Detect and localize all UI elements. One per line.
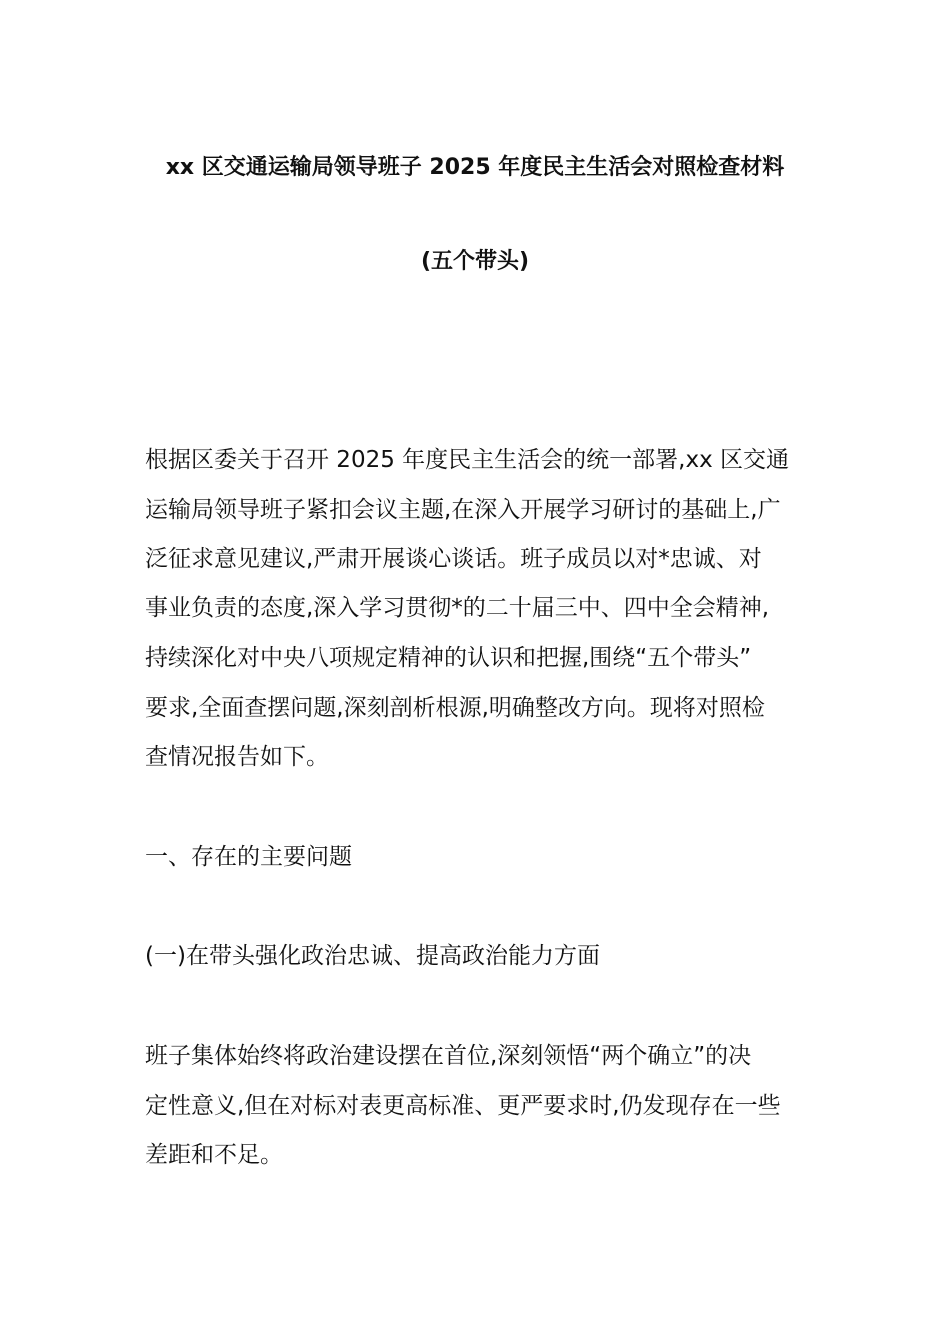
paragraph-line: 事业负责的态度,深入学习贯彻*的二十届三中、四中全会精神,: [145, 595, 770, 621]
paragraph-line: 定性意义,但在对标对表更高标准、更严要求时,仍发现存在一些: [145, 1093, 781, 1119]
paragraph-line: 查情况报告如下。: [145, 744, 329, 770]
paragraph-line: 运输局领导班子紧扣会议主题,在深入开展学习研讨的基础上,广: [145, 497, 781, 523]
paragraph-line: 班子集体始终将政治建设摆在首位,深刻领悟“两个确立”的决: [145, 1043, 752, 1069]
paragraph-line: 持续深化对中央八项规定精神的认识和把握,围绕“五个带头”: [145, 645, 752, 671]
paragraph-line: 泛征求意见建议,严肃开展谈心谈话。班子成员以对*忠诚、对: [145, 546, 762, 572]
subsection-heading: (一)在带头强化政治忠诚、提高政治能力方面: [145, 943, 600, 969]
document-subtitle: (五个带头): [420, 249, 530, 274]
document-title: xx 区交通运输局领导班子 2025 年度民主生活会对照检查材料: [165, 155, 785, 180]
section-heading: 一、存在的主要问题: [145, 844, 352, 870]
paragraph-line: 根据区委关于召开 2025 年度民主生活会的统一部署,xx 区交通: [145, 447, 789, 473]
paragraph-line: 要求,全面查摆问题,深刻剖析根源,明确整改方向。现将对照检: [145, 695, 765, 721]
paragraph-line: 差距和不足。: [145, 1142, 283, 1168]
